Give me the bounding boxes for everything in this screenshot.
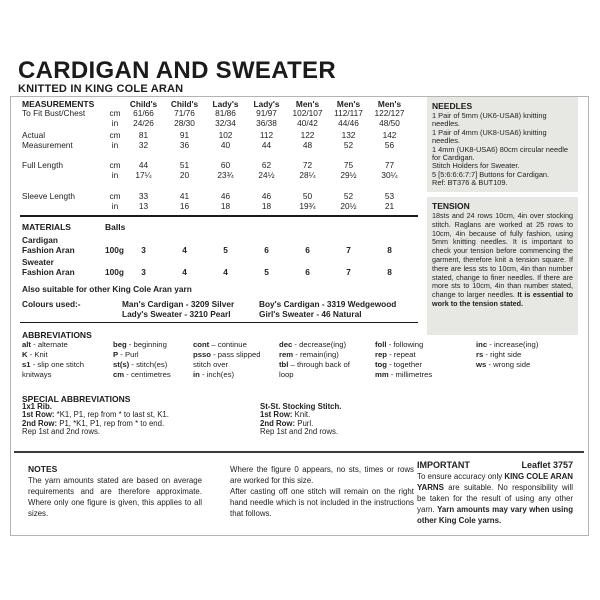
balls-value: 4 [182, 267, 187, 277]
important-body [417, 471, 573, 526]
abbreviation: K - Knit [22, 350, 48, 359]
colour-entry: Boy's Cardigan - 3319 Wedgewood [259, 299, 397, 309]
full-length-in-values [123, 170, 410, 180]
measure-value: 44/46 [338, 118, 359, 128]
measure-value: 77 [384, 160, 395, 170]
unit-label: in [111, 201, 119, 211]
abbr-column-6 [476, 340, 538, 370]
actual-cm-values [123, 130, 410, 140]
measure-value: 132 [341, 130, 356, 140]
materials-weight: 100g [105, 245, 124, 255]
colour-entry: Man's Cardigan - 3209 Silver [122, 299, 235, 309]
row-label-full-length: Full Length [22, 160, 64, 170]
abbreviation: s1 - slip one stitch [22, 360, 84, 369]
balls-value: 4 [223, 267, 228, 277]
abbreviation: knitways [22, 370, 52, 379]
needles-line: 1 4mm (UK8-USA6) 80cm circular needle for Cardigan. [432, 144, 568, 163]
row-label-actual: Actual [22, 130, 46, 140]
page-subtitle: KNITTED IN KING COLE ARAN [18, 83, 184, 95]
materials-item-cardigan: Cardigan [22, 235, 58, 245]
abbreviation: rs - right side [476, 350, 522, 359]
measure-value: 20 [179, 170, 190, 180]
measure-value: 40/42 [297, 118, 318, 128]
measure-value: 24½ [258, 170, 275, 180]
measure-value: 53 [384, 191, 395, 201]
needles-list [432, 112, 573, 188]
measure-value: 32/34 [215, 118, 236, 128]
instruction-line: St-St. Stocking Stitch. [260, 402, 342, 411]
balls-value: 3 [141, 267, 146, 277]
needles-line: 1 Pair of 5mm (UK6-USA8) knitting needles. [432, 111, 547, 129]
measure-value: 51 [179, 160, 190, 170]
measure-value: 52 [343, 140, 354, 150]
abbreviation: P - Purl [113, 350, 139, 359]
size-header: Child's [170, 99, 199, 109]
measure-value: 72 [302, 160, 313, 170]
notes-extra [230, 464, 414, 519]
row-label-to-fit: To Fit Bust/Chest [22, 108, 86, 118]
sweater-balls-values [123, 267, 410, 277]
measure-value: 30¼ [381, 170, 398, 180]
needles-line: Ref: BT376 & BUT109. [432, 178, 508, 188]
materials-yarn-name: Fashion Aran [22, 267, 75, 277]
materials-heading: MATERIALS [22, 222, 71, 232]
tension-text-run: It is essential to work to the tension stated. [432, 290, 573, 308]
size-header: Lady's [212, 99, 239, 109]
measure-value: 102 [218, 130, 233, 140]
measure-value: 56 [384, 140, 395, 150]
balls-value: 6 [305, 267, 310, 277]
measure-value: 29½ [340, 170, 357, 180]
instruction-line: 1st Row: Knit. [260, 410, 311, 420]
measure-value: 112 [259, 130, 274, 140]
measure-value: 62 [261, 160, 272, 170]
measure-value: 36/38 [256, 118, 277, 128]
abbreviation: psso - pass slipped [193, 350, 261, 359]
measure-value: 16 [179, 201, 190, 211]
measure-value: 122 [300, 130, 315, 140]
instruction-line: Rep 1st and 2nd rows. [260, 426, 339, 436]
balls-value: 5 [223, 245, 228, 255]
page-title: CARDIGAN AND SWEATER [18, 57, 336, 84]
unit-label: in [111, 170, 119, 180]
unit-label: cm [109, 191, 121, 201]
unit-label: in [111, 118, 119, 128]
measure-value: 102/107 [292, 108, 323, 118]
row-label-actual-2: Measurement [22, 140, 73, 150]
leaflet-number: Leaflet 3757 [521, 460, 573, 470]
measure-value: 19¾ [299, 201, 316, 211]
sleeve-in-values [123, 201, 410, 211]
colours-column-2 [259, 299, 396, 319]
rib-instructions [22, 403, 169, 436]
tension-body [432, 212, 573, 309]
measure-value: 18 [261, 201, 272, 211]
important-text-run: Yarn amounts may vary when using other King Cole yarns. [417, 505, 574, 525]
balls-value: 7 [346, 267, 351, 277]
measure-value: 32 [138, 140, 149, 150]
unit-label: cm [109, 160, 121, 170]
needles-heading: NEEDLES [432, 101, 473, 111]
measure-value: 41 [179, 191, 190, 201]
measure-value: 33 [138, 191, 149, 201]
important-text-run: KING COLE ARAN YARNS are suitable. No responsibility will be taken for the result of using any other yarn. [417, 472, 573, 514]
balls-value: 8 [387, 245, 392, 255]
instruction-line: 1x1 Rib. [22, 402, 52, 411]
abbreviation: mm - millimetres [375, 370, 433, 379]
measure-value: 18 [220, 201, 231, 211]
balls-value: 7 [346, 245, 351, 255]
divider [20, 322, 418, 323]
measure-value: 60 [220, 160, 231, 170]
measure-value: 81/86 [215, 108, 236, 118]
special-abbreviations-heading: SPECIAL ABBREVIATIONS [22, 394, 131, 404]
measure-value: 46 [220, 191, 231, 201]
colours-column-1 [122, 299, 234, 319]
important-header [417, 460, 573, 470]
important-text-run: To ensure accuracy only [417, 472, 505, 481]
colour-entry: Lady's Sweater - 3210 Pearl [122, 309, 231, 319]
abbr-column-4 [279, 340, 350, 380]
measure-value: 28¼ [299, 170, 316, 180]
abbr-column-2 [113, 340, 171, 380]
measure-value: 13 [138, 201, 149, 211]
measure-value: 24/26 [133, 118, 154, 128]
materials-item-sweater: Sweater [22, 257, 54, 267]
balls-value: 6 [264, 245, 269, 255]
notes-body: The yarn amounts stated are based on average requirements and are therefore approximate. Where only one figure is given, this applies to all sizes. [28, 476, 202, 518]
measure-value: 61/66 [133, 108, 154, 118]
size-header: Men's [377, 99, 402, 109]
instruction-line: 2nd Row: Purl. [260, 418, 314, 428]
size-header: Men's [336, 99, 361, 109]
abbreviation: loop [279, 370, 294, 379]
balls-value: 6 [305, 245, 310, 255]
to-fit-in-values [123, 118, 410, 128]
abbreviation: stitch over [193, 360, 229, 369]
full-length-cm-values [123, 160, 410, 170]
abbreviation: foll - following [375, 340, 424, 349]
measure-value: 48 [302, 140, 313, 150]
needles-box [427, 97, 578, 192]
measure-value: 91 [179, 130, 190, 140]
balls-value: 8 [387, 267, 392, 277]
abbreviation: ws - wrong side [476, 360, 531, 369]
needles-line: Stitch Holders for Sweater. [432, 161, 520, 171]
tension-text-run: 18sts and 24 rows 10cm, 4in over stocking stitch. Raglans are worked at 25 rows to 10cm, 4in because of fully fashion, using 5mm knitting needles. It is important to check your tension before commencing the garment, therefore knit a tension square. If there are less sts to 10cm, 4in than number stated, change to finer needles. If there are more sts to 10cm, 4in than number stated, change to larger needles. [432, 211, 573, 300]
balls-value: 3 [141, 245, 146, 255]
abbreviation: dec - decrease(ing) [279, 340, 347, 349]
cardigan-balls-values [123, 245, 410, 255]
instruction-line: Rep 1st and 2nd rows. [22, 426, 101, 436]
abbr-column-5 [375, 340, 432, 380]
tension-heading: TENSION [432, 201, 470, 211]
unit-label: cm [109, 130, 121, 140]
materials-yarn-name: Fashion Aran [22, 245, 75, 255]
measure-value: 142 [382, 130, 397, 140]
divider [20, 215, 418, 217]
balls-value: 4 [182, 245, 187, 255]
stocking-stitch-instructions [260, 403, 341, 436]
measure-value: 75 [343, 160, 354, 170]
materials-weight: 100g [105, 267, 124, 277]
measure-value: 44 [261, 140, 272, 150]
also-suitable-note: Also suitable for other King Cole Aran yarn [22, 284, 192, 294]
abbreviation: rep - repeat [375, 350, 416, 359]
abbr-column-3 [193, 340, 261, 380]
measure-value: 40 [220, 140, 231, 150]
measure-value: 36 [179, 140, 190, 150]
needles-line: 5 [5:6:6:6:7:7] Buttons for Cardigan. [432, 169, 550, 179]
measure-value: 81 [138, 130, 149, 140]
measure-value: 23¾ [217, 170, 234, 180]
colours-used-label: Colours used:- [22, 299, 81, 309]
actual-in-values [123, 140, 410, 150]
abbreviation: beg - beginning [113, 340, 167, 349]
tension-box [427, 197, 578, 335]
balls-column-heading: Balls [105, 222, 126, 232]
measure-value: 20½ [340, 201, 357, 211]
instruction-line: 2nd Row: P1, *K1, P1, rep from * to end. [22, 418, 165, 428]
abbreviation: cm - centimetres [113, 370, 171, 379]
measure-value: 21 [384, 201, 395, 211]
measure-value: 52 [343, 191, 354, 201]
notes-heading: NOTES [28, 464, 58, 474]
size-header: Child's [129, 99, 158, 109]
unit-label: cm [109, 108, 121, 118]
abbreviation: rem - remain(ing) [279, 350, 339, 359]
sleeve-cm-values [123, 191, 410, 201]
notes-paragraph: After casting off one stitch will remain on the right hand needle which is not included in the instructions that follows. [230, 487, 414, 518]
measure-value: 71/76 [174, 108, 195, 118]
colour-entry: Girl's Sweater - 46 Natural [259, 309, 362, 319]
abbreviation: tbl – through back of [279, 360, 350, 369]
unit-label: in [111, 140, 119, 150]
measure-value: 28/30 [174, 118, 195, 128]
abbreviation: cont – continue [193, 340, 247, 349]
notes-paragraph: Where the figure 0 appears, no sts, times or rows are worked for this size. [230, 465, 414, 485]
to-fit-cm-values [123, 108, 410, 118]
size-header: Men's [295, 99, 320, 109]
divider [14, 451, 584, 453]
abbreviation: tog - together [375, 360, 422, 369]
size-header: Lady's [253, 99, 280, 109]
needles-line: 1 Pair of 4mm (UK8-USA6) knitting needles. [432, 127, 547, 146]
measure-value: 122/127 [374, 108, 405, 118]
measure-value: 44 [138, 160, 149, 170]
balls-value: 5 [264, 267, 269, 277]
measure-value: 112/117 [334, 108, 363, 118]
abbreviation: in - inch(es) [193, 370, 235, 379]
measurements-heading: MEASUREMENTS [22, 99, 95, 109]
abbr-column-1 [22, 340, 84, 380]
measure-value: 48/50 [379, 118, 400, 128]
abbreviation: alt - alternate [22, 340, 68, 349]
row-label-sleeve-length: Sleeve Length [22, 191, 76, 201]
abbreviation: inc - increase(ing) [476, 340, 539, 349]
important-heading: IMPORTANT [417, 460, 470, 470]
measure-value: 17¼ [135, 170, 152, 180]
measure-value: 46 [261, 191, 272, 201]
measure-value: 50 [302, 191, 313, 201]
abbreviations-heading: ABBREVIATIONS [22, 330, 92, 340]
abbreviation: st(s) - stitch(es) [113, 360, 168, 369]
measure-value: 91/97 [256, 108, 277, 118]
instruction-line: 1st Row: *K1, P1, rep from * to last st, K1. [22, 410, 169, 420]
